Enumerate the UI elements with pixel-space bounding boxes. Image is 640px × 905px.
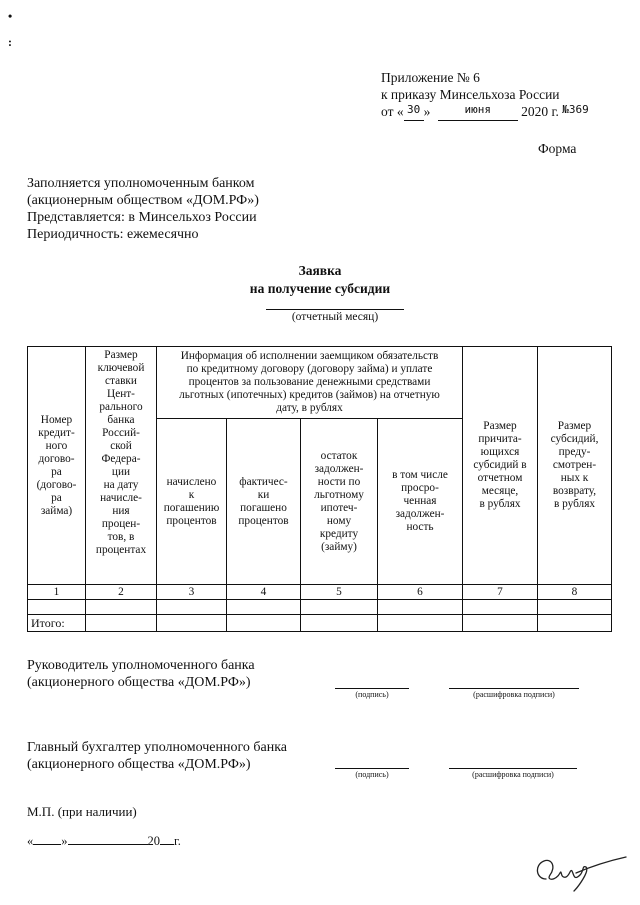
date-mid: » — [423, 104, 431, 119]
column-number-row — [28, 585, 612, 600]
column-number: 7 — [463, 585, 538, 600]
date-prefix: от « — [381, 104, 404, 119]
table-cell[interactable] — [157, 615, 227, 632]
margin-mark-bottom: : — [8, 35, 12, 49]
col-interest-paid-header: фактичес- ки погашено процентов — [227, 419, 301, 585]
date-open-quote: « — [27, 834, 34, 848]
order-month: июня — [464, 103, 491, 116]
accountant-title-line: (акционерного общества «ДОМ.РФ») — [27, 757, 251, 772]
col-loan-number-header: Номер кредит- ного догово- ра (догово- ра займа) — [28, 347, 86, 585]
date-month-field[interactable] — [68, 844, 148, 845]
table-cell[interactable] — [538, 615, 612, 632]
date-close-quote: » — [61, 834, 68, 848]
table-cell[interactable] — [301, 615, 378, 632]
head-name-caption: (расшифровка подписи) — [473, 690, 555, 699]
accountant-signature-caption: (подпись) — [355, 770, 389, 779]
order-number: №369 — [562, 103, 589, 116]
table-cell[interactable] — [378, 615, 463, 632]
date-century: 20 — [147, 834, 160, 848]
head-signature-caption: (подпись) — [355, 690, 389, 699]
date-day-field[interactable] — [33, 844, 61, 845]
head-signature-field[interactable] — [335, 688, 409, 689]
table-cell[interactable] — [227, 615, 301, 632]
col-key-rate-header: Размер ключевой ставки Цент- рального банка Россий- ской Федера- ции на дату начисле- ния процен- тов, в процентах — [86, 347, 157, 585]
head-name-field[interactable] — [449, 688, 579, 689]
reporting-month-field[interactable] — [266, 309, 404, 310]
column-number: 1 — [28, 585, 86, 600]
column-number: 2 — [86, 585, 157, 600]
col-overdue-debt-header: в том числе просро- ченная задолжен- ность — [378, 419, 463, 585]
total-row — [28, 615, 612, 632]
table-cell[interactable] — [227, 600, 301, 615]
head-signature-title — [27, 657, 255, 691]
margin-marks — [8, 9, 13, 49]
col-debt-balance-header: остаток задолжен- ности по льготному ипотеч- ному кредиту (займу) — [301, 419, 378, 585]
accountant-name-caption: (расшифровка подписи) — [472, 770, 554, 779]
table-cell[interactable] — [463, 600, 538, 615]
appendix-title: Приложение № 6 — [381, 70, 480, 85]
head-title-line: (акционерного общества «ДОМ.РФ») — [27, 675, 251, 690]
table-cell[interactable] — [301, 600, 378, 615]
subsidy-table — [27, 346, 612, 632]
head-title-line: Руководитель уполномоченного банка — [27, 658, 255, 673]
column-number: 8 — [538, 585, 612, 600]
order-year: 2020 г. — [521, 104, 559, 119]
filled-by-line: Заполняется уполномоченным банком — [27, 176, 255, 191]
periodicity-line: Периодичность: ежемесячно — [27, 227, 199, 242]
col-subsidy-due-header: Размер причита- ющихся субсидий в отчетном месяце, в рублях — [463, 347, 538, 585]
title-line-2: на получение субсидии — [249, 281, 391, 296]
date-year-field[interactable] — [160, 844, 174, 845]
filled-by-block — [27, 175, 259, 243]
appendix-order: к приказу Минсельхоза России — [381, 87, 560, 102]
column-number: 4 — [227, 585, 301, 600]
column-number: 6 — [378, 585, 463, 600]
total-label: Итого: — [28, 615, 86, 632]
col-interest-accrued-header: начислено к погашению процентов — [157, 419, 227, 585]
submitted-to-line: Представляется: в Минсельхоз России — [27, 210, 257, 225]
accountant-signature-field[interactable] — [335, 768, 409, 769]
reporting-month-caption: (отчетный месяц) — [291, 311, 379, 323]
table-cell[interactable] — [86, 600, 157, 615]
table-cell[interactable] — [378, 600, 463, 615]
column-number: 5 — [301, 585, 378, 600]
table-cell[interactable] — [28, 600, 86, 615]
stamp-note: М.П. (при наличии) — [27, 804, 137, 819]
date-suffix: г. — [174, 834, 181, 848]
table-cell[interactable] — [157, 600, 227, 615]
signing-date-field — [27, 832, 181, 850]
accountant-title-line: Главный бухгалтер уполномоченного банка — [27, 740, 288, 755]
table-row — [28, 600, 612, 615]
group-loan-info-header: Информация об исполнении заемщиком обязательств по кредитному договору (договору займа) и уплате процентов за пользование денежными средствами льготных (ипотечных) кредитов (займов) на отчетную дату, в рублях — [157, 347, 463, 419]
order-day: 30 — [406, 103, 421, 116]
margin-mark-top: • — [8, 9, 13, 23]
document-title — [0, 262, 640, 298]
form-label: Форма — [538, 141, 577, 156]
table-cell[interactable] — [538, 600, 612, 615]
appendix-header — [381, 69, 589, 121]
accountant-signature-title — [27, 739, 287, 773]
accountant-name-field[interactable] — [449, 768, 577, 769]
col-subsidy-return-header: Размер субсидий, преду- смотрен- ных к возврату, в рублях — [538, 347, 612, 585]
title-line-1: Заявка — [298, 263, 342, 278]
handwritten-signature — [530, 845, 630, 895]
table-cell[interactable] — [86, 615, 157, 632]
table-cell[interactable] — [463, 615, 538, 632]
filled-by-line: (акционерным обществом «ДОМ.РФ») — [27, 193, 259, 208]
appendix-date — [381, 103, 589, 121]
column-number: 3 — [157, 585, 227, 600]
